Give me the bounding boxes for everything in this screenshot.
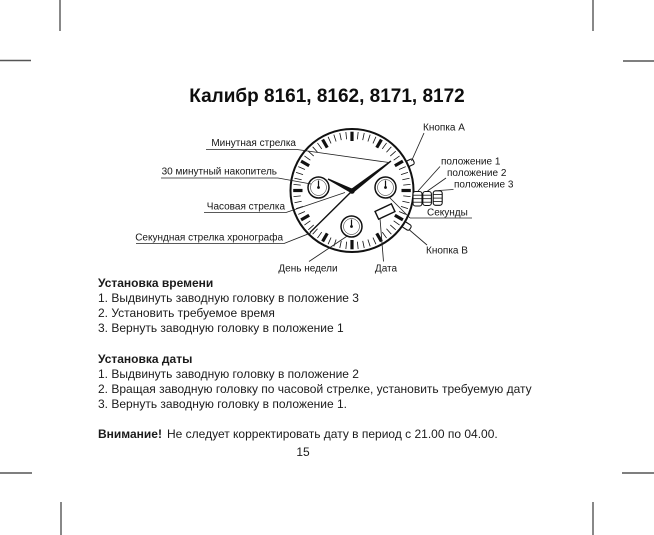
subdial-seconds (375, 177, 396, 198)
label-date: Дата (374, 263, 398, 275)
date-setting-step-3: 3. Вернуть заводную головку в положение 1. (98, 397, 347, 411)
label-position-1: положение 1 (441, 156, 501, 168)
label-minute-hand: Минутная стрелка (211, 138, 296, 149)
subdial-30min (308, 177, 329, 198)
label-position-3: положение 3 (454, 179, 514, 191)
label-chrono-second-hand: Секундная стрелка хронографа (135, 232, 283, 244)
page-title: Калибр 8161, 8162, 8171, 8172 (189, 86, 465, 107)
time-setting-heading: Установка времени (98, 276, 214, 290)
label-button-a: Кнопка A (423, 122, 465, 134)
time-setting-step-1: 1. Выдвинуть заводную головку в положение 3 (98, 291, 359, 305)
date-setting-heading: Установка даты (98, 352, 193, 366)
date-setting-step-2: 2. Вращая заводную головку по часовой стрелке, установить требуемую дату (98, 382, 532, 396)
hands-pivot (349, 188, 355, 194)
label-seconds: Секунды (427, 207, 468, 219)
label-hour-hand: Часовая стрелка (206, 201, 285, 213)
crown-position-2 (423, 192, 432, 206)
time-setting-step-3: 3. Вернуть заводную головку в положение 1 (98, 321, 344, 335)
label-position-2: положение 2 (447, 168, 507, 179)
watch-face (291, 129, 443, 252)
page-number: 15 (296, 445, 310, 459)
instructions-block (98, 276, 638, 442)
label-day-of-week: День недели (278, 263, 338, 275)
time-setting-step-2: 2. Установить требуемое время (98, 306, 275, 320)
crown-position-3 (433, 191, 442, 206)
subdial-day-of-week (341, 216, 362, 237)
warning-label: Внимание! (98, 427, 162, 441)
warning-line (98, 427, 638, 442)
label-button-b: Кнопка B (426, 245, 468, 257)
label-30min-counter: 30 минутный накопитель (161, 166, 277, 178)
date-setting-step-1: 1. Выдвинуть заводную головку в положение 2 (98, 367, 359, 381)
crown-position-1 (413, 192, 422, 207)
warning-text: Не следует корректировать дату в период с 21.00 по 04.00. (166, 427, 498, 441)
